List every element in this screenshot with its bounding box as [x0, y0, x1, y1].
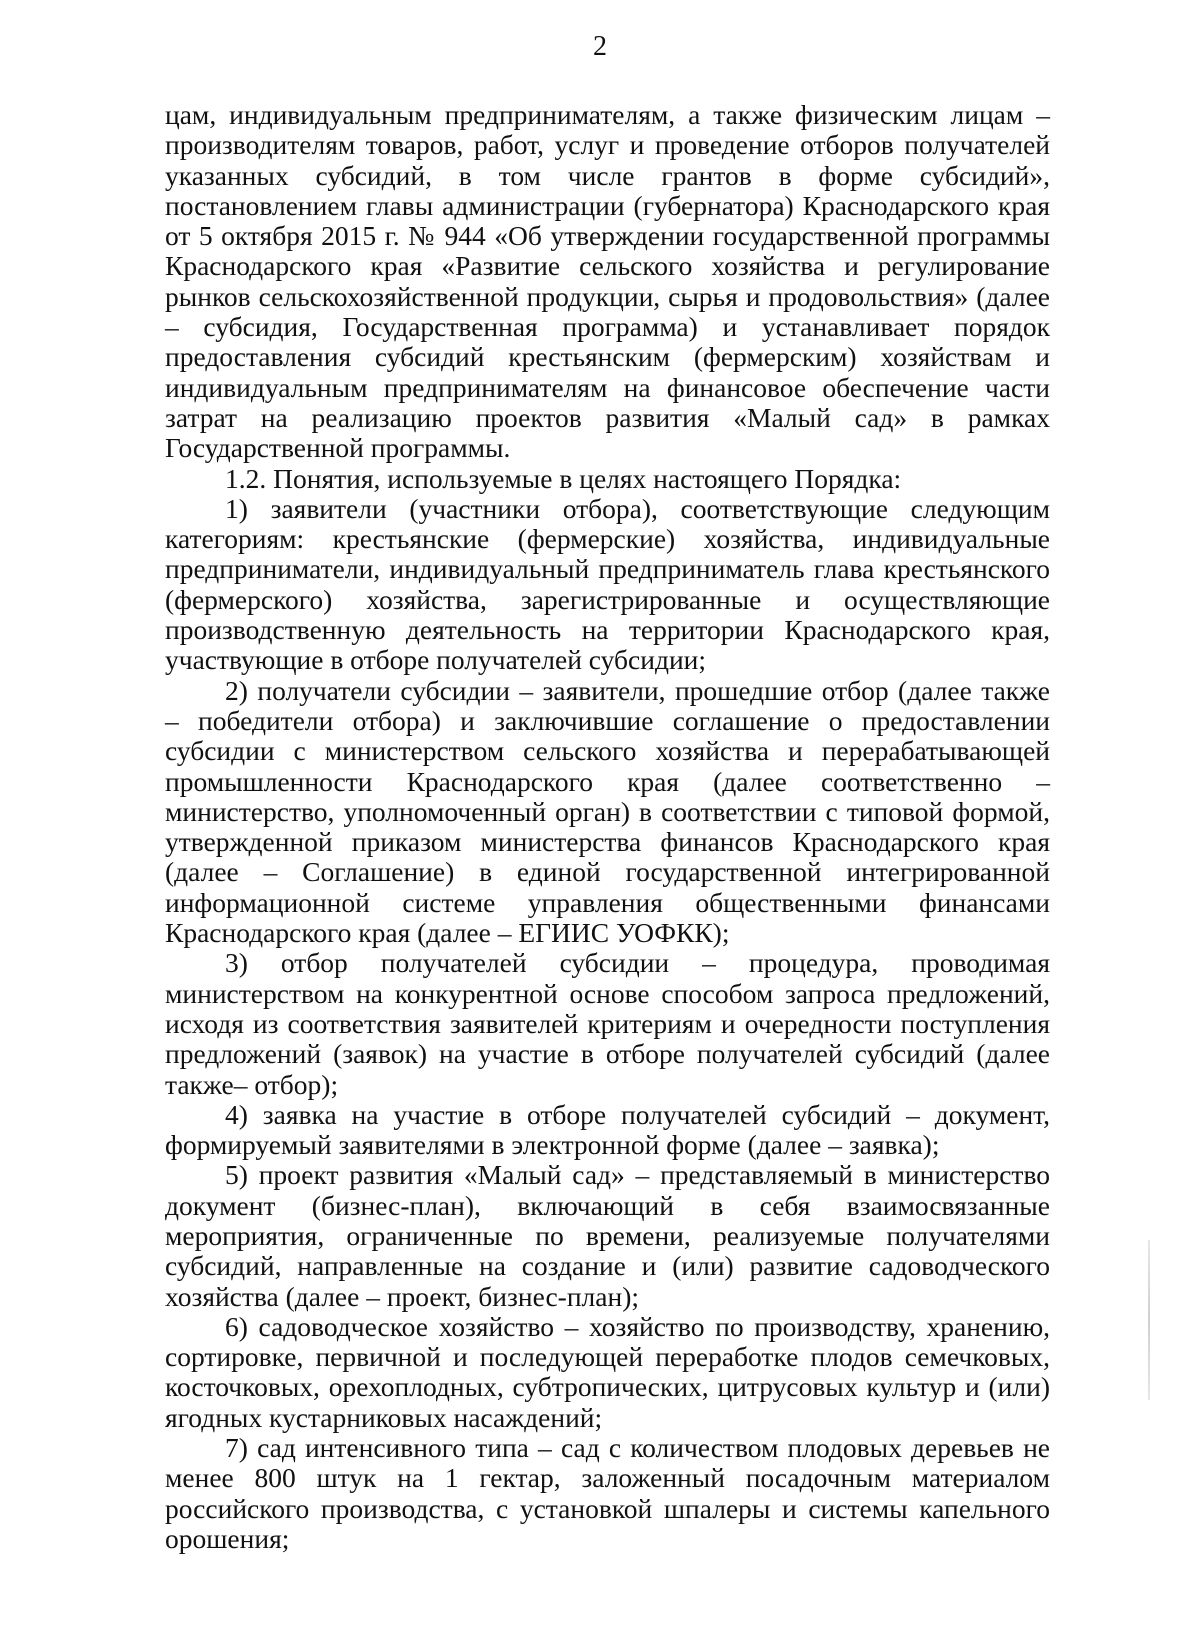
paragraph-item-6: 6) садоводческое хозяйство – хозяйство по производству, хранению, сортировке, первичной и последующей переработке плодов семечковых, косточковых, орехоплодных, субтропических, цитрусовых культур и (или) ягодных кустарниковых насаждений;: [165, 1310, 1050, 1433]
paragraph-section-1-2: 1.2. Понятия, используемые в целях настоящего Порядка:: [225, 462, 902, 494]
paragraph-item-5: 5) проект развития «Малый сад» – представляемый в министерство документ (бизнес-план), включающий в себя взаимосвязанные мероприятия, ограниченные по времени, реализуемые получателями субсидий, направленные на создание и (или) развитие садоводческого хозяйства (далее – проект, бизнес-план);: [165, 1159, 1050, 1312]
paragraph-item-2: 2) получатели субсидии – заявители, прошедшие отбор (далее также – победители отбора) и заключившие соглашение о предоставлении субсидии с министерством сельского хозяйства и перерабатывающей промышленности Краснодарского края (далее соответственно – министерство, уполномоченный орган) в соответствии с типовой формой, утвержденной приказом министерства финансов Краснодарского края (далее – Соглашение) в единой государственной интегрированной информационной системе управления общественными финансами Краснодарского края (далее – ЕГИИС УОФКК);: [165, 674, 1050, 949]
paragraph-item-3: 3) отбор получателей субсидии – процедура, проводимая министерством на конкурентной основе способом запроса предложений, исходя из соответствия заявителей критериям и очередности поступления предложений (заявок) на участие в отборе получателей субсидий (далее также– отбор);: [165, 947, 1050, 1100]
paragraph-item-4: 4) заявка на участие в отборе получателей субсидий – документ, формируемый заявителями в электронной форме (далее – заявка);: [165, 1098, 1050, 1161]
page-number: 2: [593, 31, 607, 62]
document-body: [165, 100, 1050, 1554]
paragraph-item-7: 7) сад интенсивного типа – сад с количеством плодовых деревьев не менее 800 штук на 1 гектар, заложенный посадочным материалом российского производства, с установкой шпалеры и системы капельного орошения;: [165, 1432, 1050, 1554]
scan-artifact-line: [1148, 1240, 1150, 1400]
paragraph-item-1: 1) заявители (участники отбора), соответствующие следующим категориям: крестьянские (фермерские) хозяйства, индивидуальные предприниматели, индивидуальный предприниматель глава крестьянского (фермерского) хозяйства, зарегистрированные и осуществляющие производственную деятельность на территории Краснодарского края, участвующие в отборе получателей субсидии;: [165, 492, 1050, 676]
paragraph-intro-continuation: цам, индивидуальным предпринимателям, а также физическим лицам – производителям товаров, работ, услуг и проведение отборов получателей указанных субсидий, в том числе грантов в форме субсидий», постановлением главы администрации (губернатора) Краснодарского края от 5 октября 2015 г. № 944 «Об утверждении государственной программы Краснодарского края «Развитие сельского хозяйства и регулирование рынков сельскохозяйственной продукции, сырья и продовольствия» (далее – субсидия, Государственная программа) и устанавливает порядок предоставления субсидий крестьянским (фермерским) хозяйствам и индивидуальным предпринимателям на финансовое обеспечение части затрат на реализацию проектов развития «Малый сад» в рамках Государственной программы.: [165, 99, 1050, 464]
